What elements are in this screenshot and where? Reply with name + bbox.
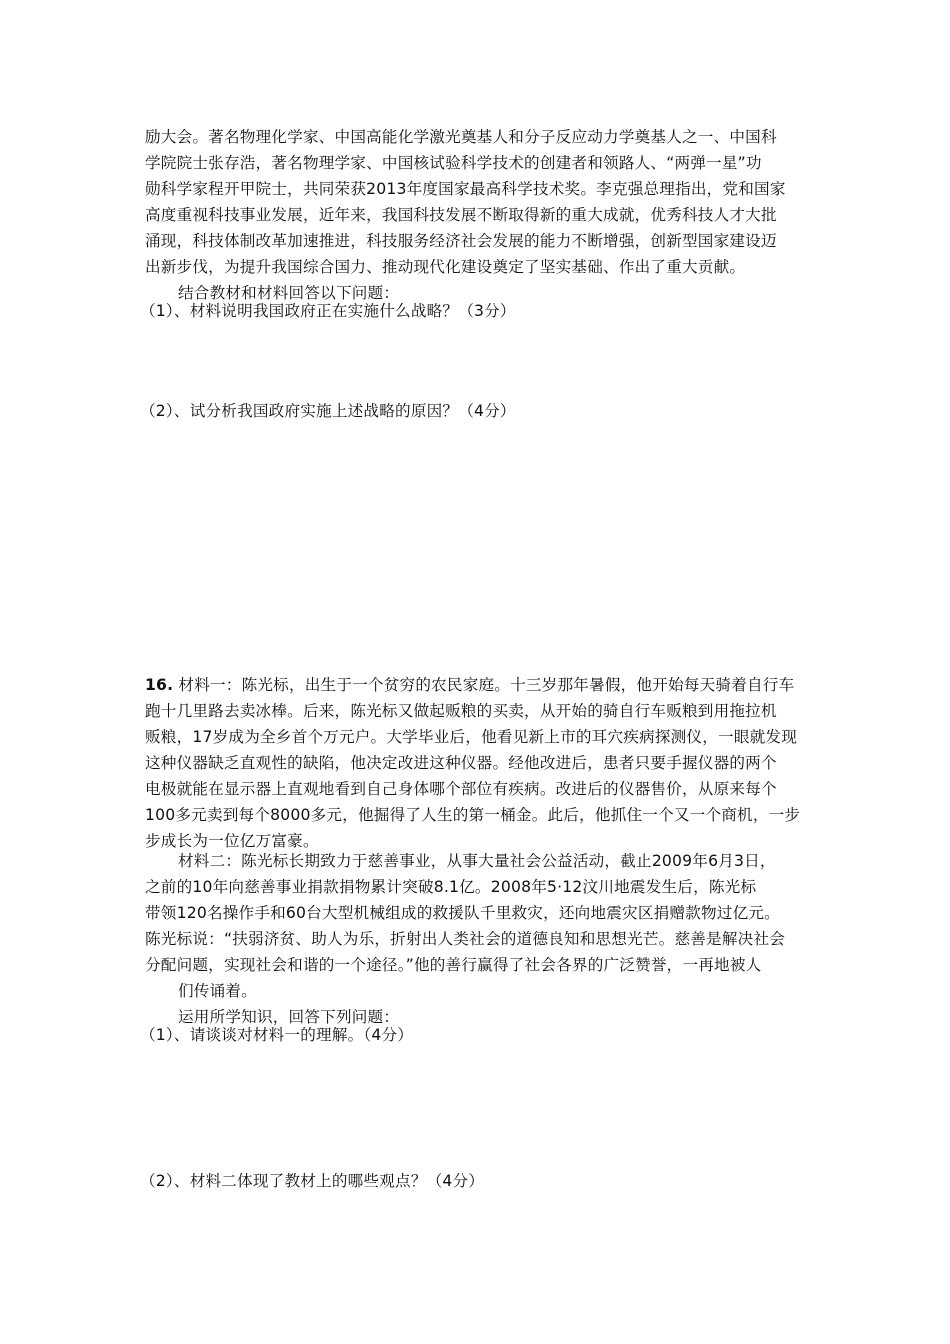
text-line: 带领120名操作手和60台大型机械组成的救援队千里救灾，还向地震灾区捐赠款物过亿元。 [145, 904, 780, 922]
question-15-1: （1）、材料说明我国政府正在实施什么战略？（3分） [140, 302, 516, 320]
text-line: 跑十几里路去卖冰棒。后来，陈光标又做起贩粮的买卖，从开始的骑自行车贩粮到用拖拉机 [145, 702, 777, 720]
text-line: 陈光标说：“扶弱济贫、助人为乐，折射出人类社会的道德良知和思想光芒。慈善是解决社会 [145, 930, 786, 948]
text-line: 们传诵着。 [178, 982, 257, 1000]
text-line: 100多元卖到每个8000多元，他掘得了人生的第一桶金。此后，他抓住一个又一个商机，一步 [145, 806, 801, 824]
text-line: 这种仪器缺乏直观性的缺陷，他决定改进这种仪器。经他改进后，患者只要手握仪器的两个 [145, 754, 777, 772]
question-number: 16. [145, 676, 174, 694]
question-15-2: （2）、试分析我国政府实施上述战略的原因？（4分） [140, 402, 516, 420]
question-16-1: （1）、请谈谈对材料一的理解。（4分） [140, 1026, 414, 1044]
instruction-text: 结合教材和材料回答以下问题： [178, 284, 400, 302]
text-line: 高度重视科技事业发展，近年来，我国科技发展不断取得新的重大成就，优秀科技人才大批 [145, 206, 777, 224]
question-16-2: （2）、材料二体现了教材上的哪些观点？（4分） [140, 1172, 485, 1190]
text-line [145, 672, 811, 698]
text-line: 材料二：陈光标长期致力于慈善事业，从事大量社会公益活动，截止2009年6月3日， [178, 852, 776, 870]
text-line: 学院院士张存浩，著名物理学家、中国核试验科学技术的创建者和领路人、“两弹一星”功 [145, 154, 762, 172]
text-line: 步成长为一位亿万富豪。 [145, 832, 319, 850]
material-paragraph-16-2 [145, 848, 811, 1030]
text-line: 出新步伐，为提升我国综合国力、推动现代化建设奠定了坚实基础、作出了重大贡献。 [145, 258, 746, 276]
text-line: 之前的10年向慈善事业捐款捐物累计突破8.1亿。2008年5·12汶川地震发生后，陈光标 [145, 878, 757, 896]
answer-space-15-1[interactable] [145, 326, 811, 396]
text-line: 贩粮，17岁成为全乡首个万元户。大学毕业后，他看见新上市的耳穴疾病探测仪，一眼就发现 [145, 728, 797, 746]
material-paragraph-15 [145, 124, 811, 306]
text-line: 励大会。著名物理化学家、中国高能化学激光奠基人和分子反应动力学奠基人之一、中国科 [145, 128, 777, 146]
material-paragraph-16-1 [145, 672, 811, 854]
text-line: 勋科学家程开甲院士，共同荣获2013年度国家最高科学技术奖。李克强总理指出，党和国家 [145, 180, 786, 198]
answer-space-15-2[interactable] [145, 426, 811, 666]
answer-space-16-1[interactable] [145, 1050, 811, 1160]
material1-line-0: 材料一：陈光标，出生于一个贫穷的农民家庭。十三岁那年暑假，他开始每天骑着自行车 [178, 676, 795, 694]
answer-space-16-2[interactable] [145, 1196, 811, 1316]
instruction-text: 运用所学知识，回答下列问题： [178, 1008, 400, 1026]
text-line: 涌现，科技体制改革加速推进，科技服务经济社会发展的能力不断增强，创新型国家建设迈 [145, 232, 777, 250]
text-line: 电极就能在显示器上直观地看到自己身体哪个部位有疾病。改进后的仪器售价，从原来每个 [145, 780, 777, 798]
text-line: 分配问题，实现社会和谐的一个途径。”他的善行赢得了社会各界的广泛赞誉，一再地被人 [145, 956, 762, 974]
